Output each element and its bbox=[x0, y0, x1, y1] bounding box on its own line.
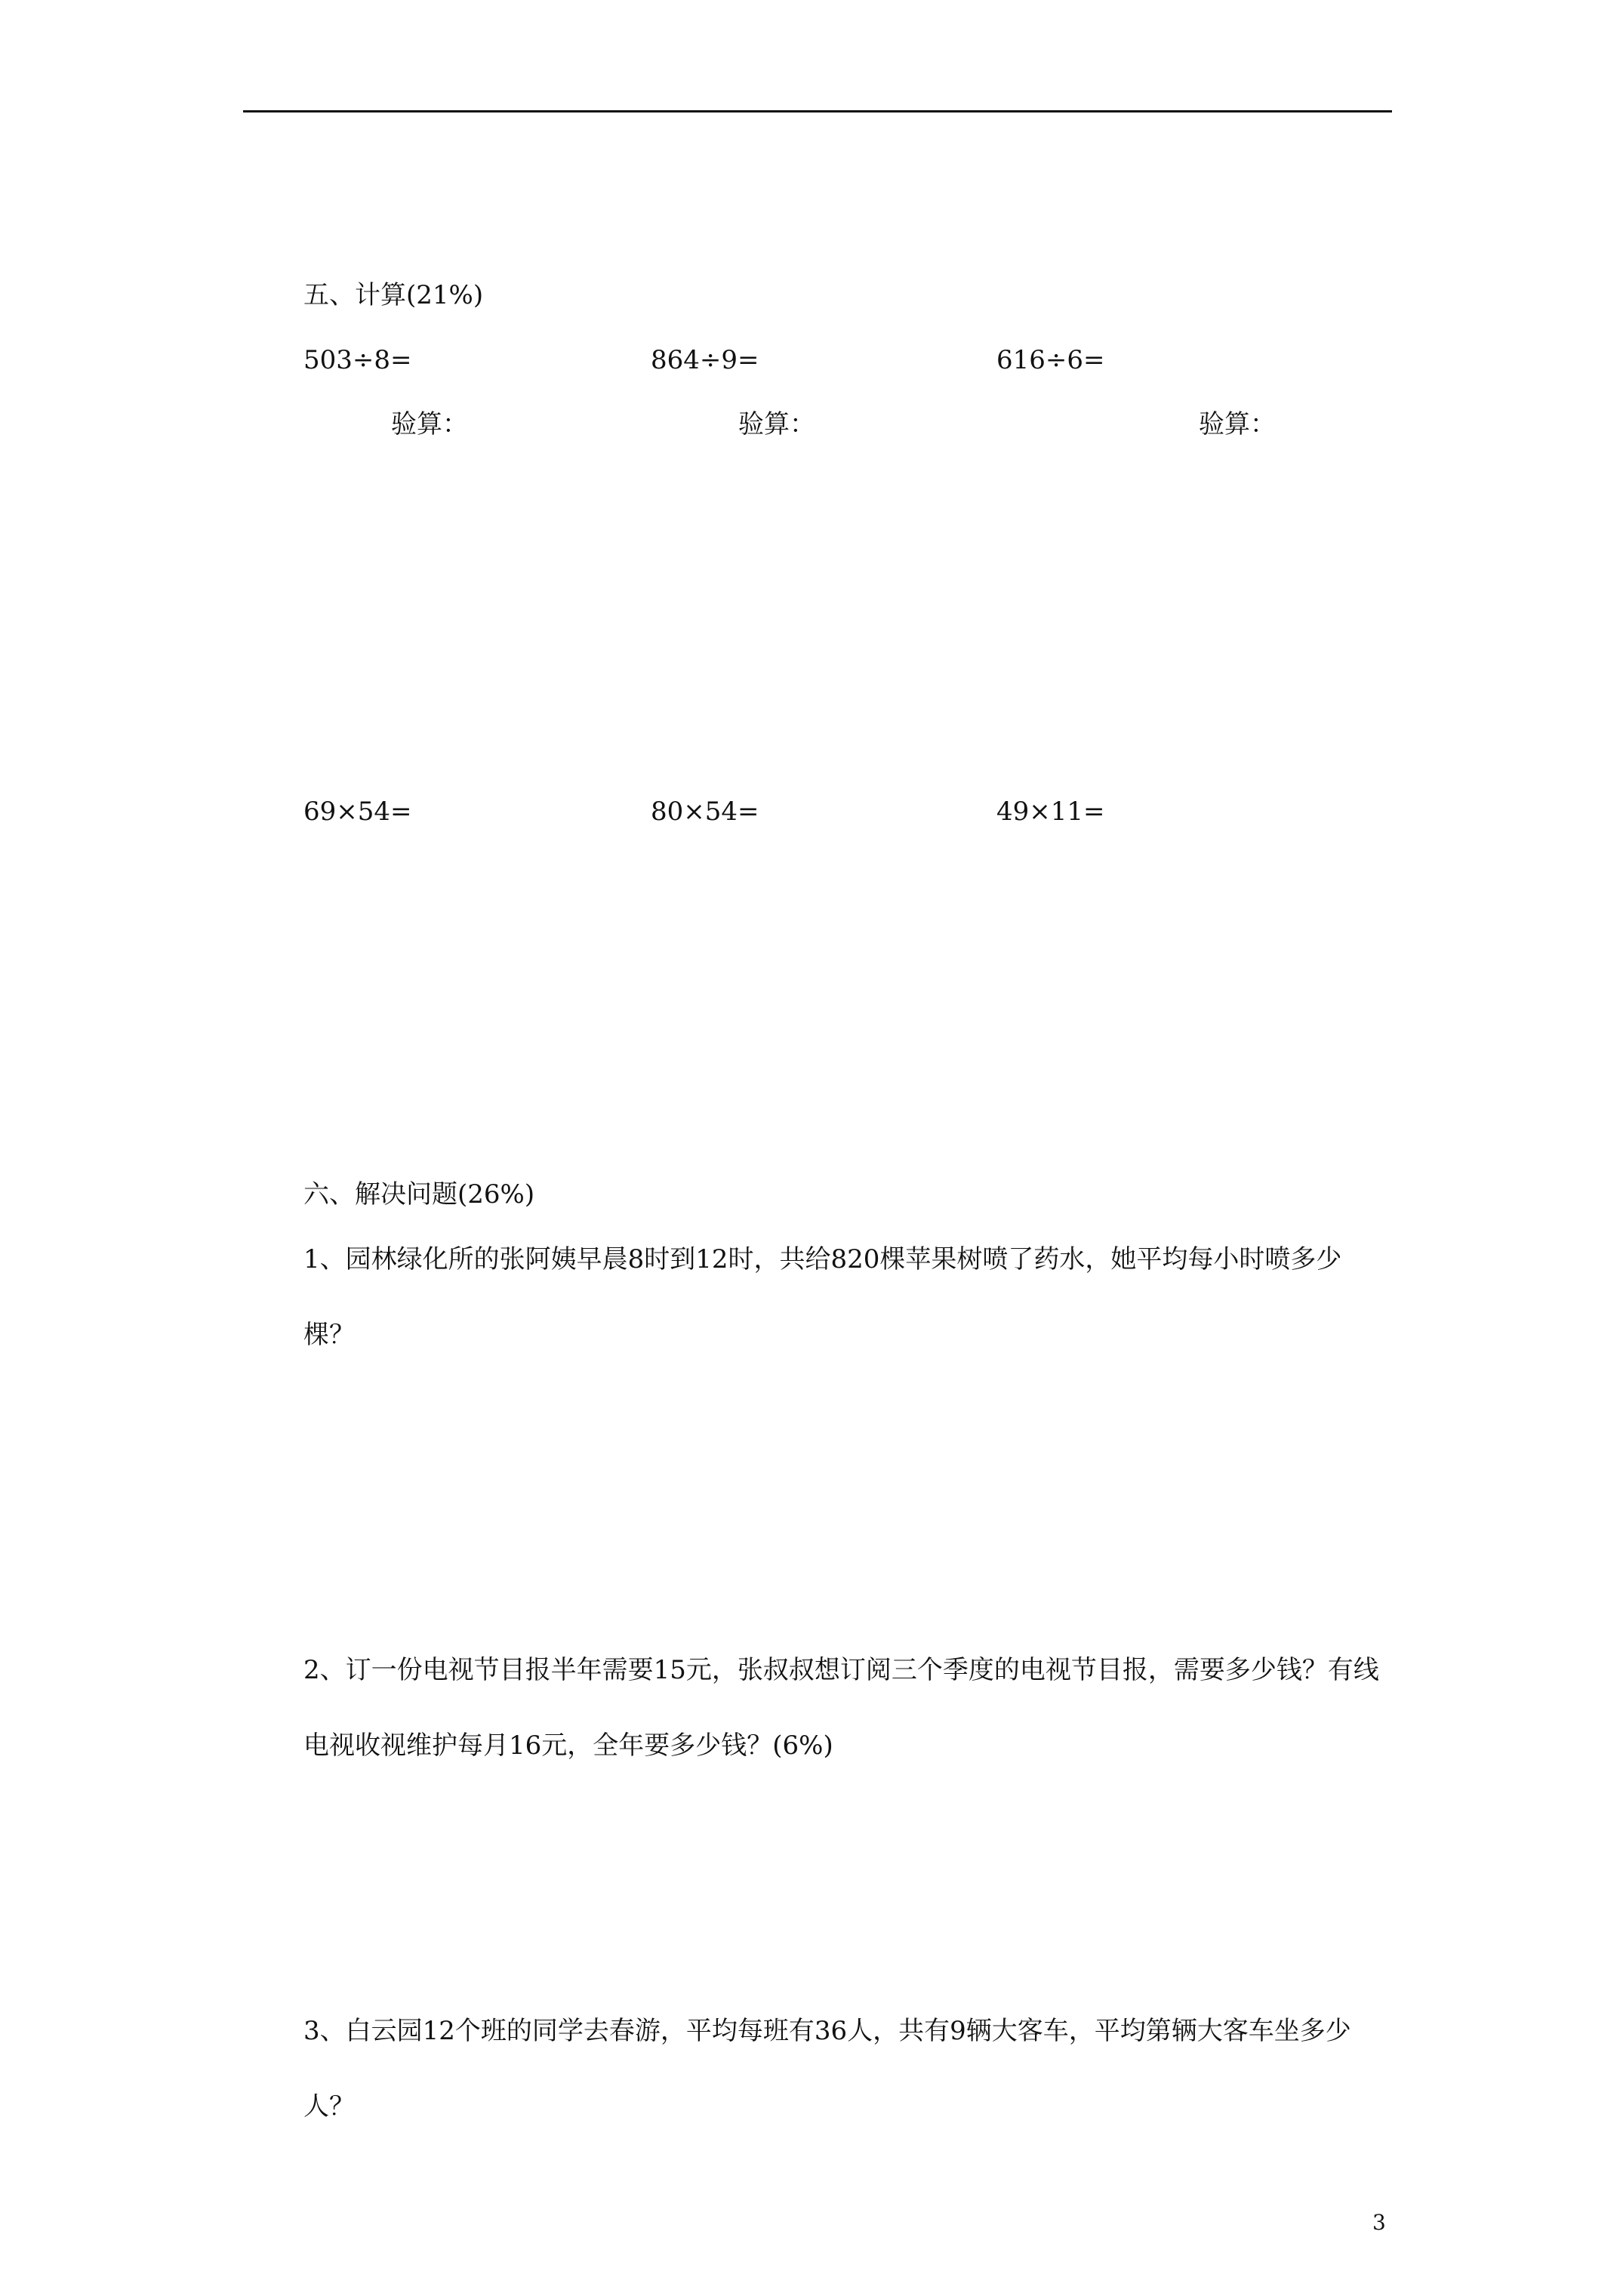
problem-1: 1、园林绿化所的张阿姨早晨8时到12时，共给820棵苹果树喷了药水，她平均每小时喷多少棵？ bbox=[303, 1244, 1342, 1350]
division-expr-1: 503÷8= bbox=[303, 345, 412, 375]
division-expr-3: 616÷6= bbox=[996, 345, 1105, 375]
header-rule bbox=[243, 110, 1392, 112]
problem-3: 3、白云园12个班的同学去春游，平均每班有36人，共有9辆大客车，平均第辆大客车坐多少人？ bbox=[303, 2016, 1351, 2122]
section6-title: 六、解决问题(26%) bbox=[303, 1179, 535, 1210]
division-expr-2: 864÷9= bbox=[651, 345, 759, 375]
check-label-3: 验算： bbox=[1199, 409, 1276, 439]
multiplication-expr-3: 49×11= bbox=[996, 797, 1105, 827]
check-label-2: 验算： bbox=[738, 409, 815, 439]
multiplication-expr-1: 69×54= bbox=[303, 797, 412, 827]
problem-2: 2、订一份电视节目报半年需要15元，张叔叔想订阅三个季度的电视节目报，需要多少钱？有线电视收视维护每月16元，全年要多少钱？(6%) bbox=[303, 1655, 1379, 1761]
multiplication-expr-2: 80×54= bbox=[651, 797, 759, 827]
section5-title: 五、计算(21%) bbox=[303, 280, 484, 310]
page-number: 3 bbox=[1372, 2210, 1386, 2235]
check-label-1: 验算： bbox=[391, 409, 468, 439]
